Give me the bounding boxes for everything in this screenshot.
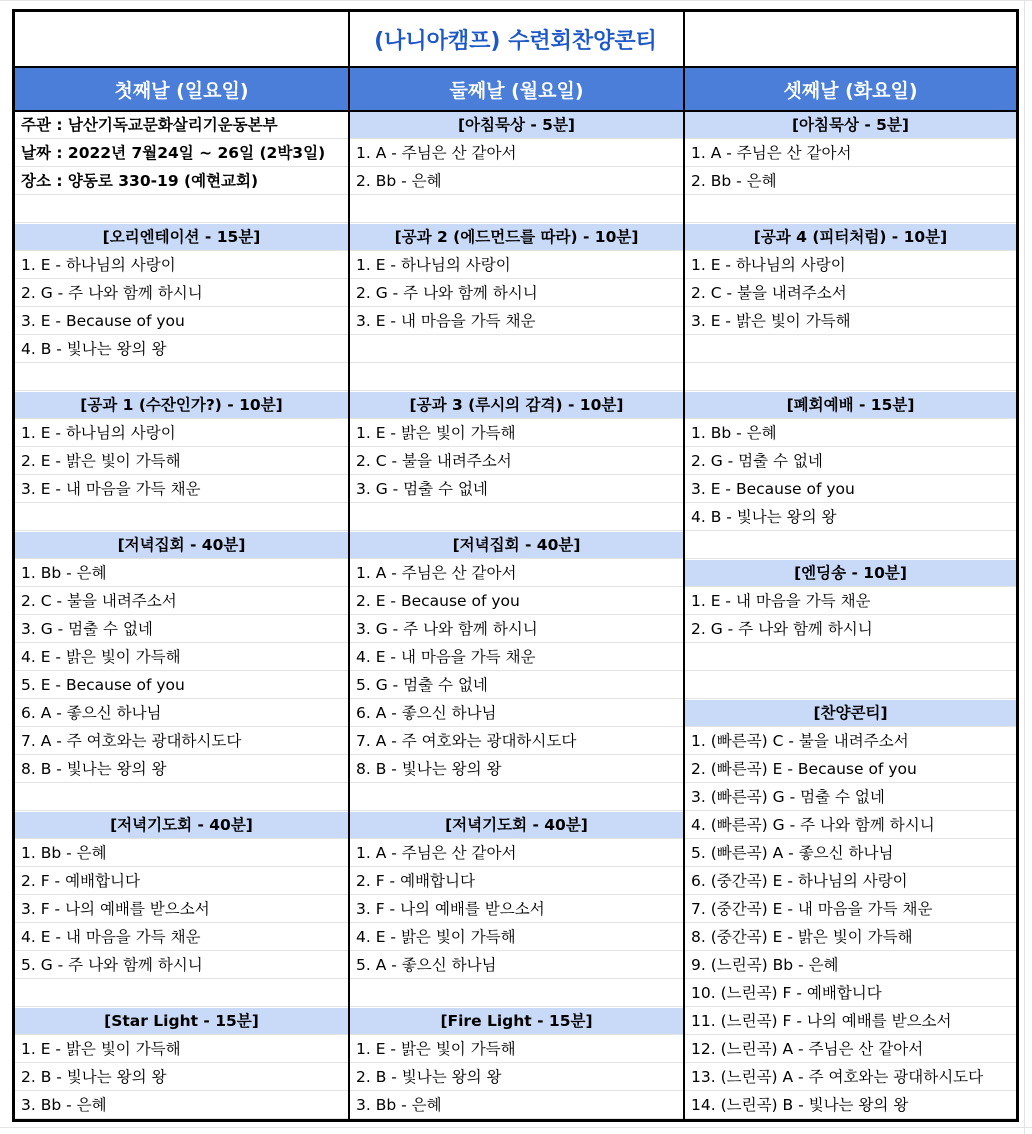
song-cell[interactable]: 1. (빠른곡) C - 불을 내려주소서 (685, 728, 1016, 755)
sheet-title[interactable]: (나니아캠프) 수련회찬양콘티 (15, 12, 1016, 66)
song-cell[interactable]: 8. (중간곡) E - 밝은 빛이 가득해 (685, 924, 1016, 951)
song-cell[interactable]: 3. E - Because of you (685, 476, 1016, 503)
song-cell[interactable]: 10. (느린곡) F - 예배합니다 (685, 980, 1016, 1007)
gridline (0, 0, 1032, 1)
section-header[interactable]: [아침묵상 - 5분] (350, 112, 683, 139)
song-cell[interactable]: 2. C - 불을 내려주소서 (15, 588, 348, 615)
section-header[interactable]: [공과 3 (루시의 감격) - 10분] (350, 392, 683, 419)
song-cell[interactable]: 6. A - 좋으신 하나님 (350, 700, 683, 727)
song-cell[interactable]: 4. B - 빛나는 왕의 왕 (685, 504, 1016, 531)
song-cell[interactable]: 2. Bb - 은혜 (350, 168, 683, 195)
song-cell[interactable]: 1. Bb - 은혜 (685, 420, 1016, 447)
song-cell[interactable]: 2. B - 빛나는 왕의 왕 (15, 1064, 348, 1091)
section-header[interactable]: [찬양콘티] (685, 700, 1016, 727)
section-header[interactable]: [저녁기도회 - 40분] (350, 812, 683, 839)
info-cell[interactable]: 장소 : 양동로 330-19 (예현교회) (15, 168, 348, 195)
song-cell[interactable]: 7. (중간곡) E - 내 마음을 가득 채운 (685, 896, 1016, 923)
song-cell[interactable]: 6. A - 좋으신 하나님 (15, 700, 348, 727)
song-cell[interactable]: 1. E - 밝은 빛이 가득해 (350, 420, 683, 447)
day-header-2[interactable]: 둘째날 (월요일) (350, 68, 683, 110)
song-cell[interactable]: 1. E - 내 마음을 가득 채운 (685, 588, 1016, 615)
section-header[interactable]: [폐회예배 - 15분] (685, 392, 1016, 419)
song-cell[interactable]: 3. G - 멈출 수 없네 (350, 476, 683, 503)
song-cell[interactable]: 2. F - 예배합니다 (15, 868, 348, 895)
song-cell[interactable]: 4. E - 밝은 빛이 가득해 (350, 924, 683, 951)
table-border (12, 9, 1019, 1122)
song-cell[interactable]: 4. E - 내 마음을 가득 채운 (350, 644, 683, 671)
song-cell[interactable]: 2. E - Because of you (350, 588, 683, 615)
song-cell[interactable]: 6. (중간곡) E - 하나님의 사랑이 (685, 868, 1016, 895)
song-cell[interactable]: 1. A - 주님은 산 같아서 (685, 140, 1016, 167)
song-cell[interactable]: 5. E - Because of you (15, 672, 348, 699)
song-cell[interactable]: 1. E - 하나님의 사랑이 (685, 252, 1016, 279)
song-cell[interactable]: 1. E - 하나님의 사랑이 (15, 252, 348, 279)
song-cell[interactable]: 5. (빠른곡) A - 좋으신 하나님 (685, 840, 1016, 867)
song-cell[interactable]: 1. Bb - 은혜 (15, 840, 348, 867)
section-header[interactable]: [Star Light - 15분] (15, 1008, 348, 1035)
song-cell[interactable]: 2. G - 주 나와 함께 하시니 (15, 280, 348, 307)
song-cell[interactable]: 7. A - 주 여호와는 광대하시도다 (15, 728, 348, 755)
song-cell[interactable]: 3. G - 주 나와 함께 하시니 (350, 616, 683, 643)
song-cell[interactable]: 3. E - Because of you (15, 308, 348, 335)
song-cell[interactable]: 2. G - 멈출 수 없네 (685, 448, 1016, 475)
song-cell[interactable]: 7. A - 주 여호와는 광대하시도다 (350, 728, 683, 755)
song-cell[interactable]: 5. A - 좋으신 하나님 (350, 952, 683, 979)
song-cell[interactable]: 14. (느린곡) B - 빛나는 왕의 왕 (685, 1092, 1016, 1119)
song-cell[interactable]: 8. B - 빛나는 왕의 왕 (350, 756, 683, 783)
section-header[interactable]: [오리엔테이션 - 15분] (15, 224, 348, 251)
song-cell[interactable]: 2. (빠른곡) E - Because of you (685, 756, 1016, 783)
song-cell[interactable]: 3. F - 나의 예배를 받으소서 (350, 896, 683, 923)
song-cell[interactable]: 4. B - 빛나는 왕의 왕 (15, 336, 348, 363)
section-header[interactable]: [저녁집회 - 40분] (350, 532, 683, 559)
song-cell[interactable]: 2. F - 예배합니다 (350, 868, 683, 895)
song-cell[interactable]: 3. E - 밝은 빛이 가득해 (685, 308, 1016, 335)
song-cell[interactable]: 1. E - 하나님의 사랑이 (15, 420, 348, 447)
song-cell[interactable]: 4. E - 내 마음을 가득 채운 (15, 924, 348, 951)
song-cell[interactable]: 5. G - 주 나와 함께 하시니 (15, 952, 348, 979)
song-cell[interactable]: 1. E - 밝은 빛이 가득해 (350, 1036, 683, 1063)
song-cell[interactable]: 5. G - 멈출 수 없네 (350, 672, 683, 699)
song-cell[interactable]: 12. (느린곡) A - 주님은 산 같아서 (685, 1036, 1016, 1063)
song-cell[interactable]: 3. Bb - 은혜 (350, 1092, 683, 1119)
section-header[interactable]: [저녁집회 - 40분] (15, 532, 348, 559)
section-header[interactable]: [아침묵상 - 5분] (685, 112, 1016, 139)
song-cell[interactable]: 3. E - 내 마음을 가득 채운 (15, 476, 348, 503)
song-cell[interactable]: 3. E - 내 마음을 가득 채운 (350, 308, 683, 335)
song-cell[interactable]: 2. G - 주 나와 함께 하시니 (685, 616, 1016, 643)
song-cell[interactable]: 9. (느린곡) Bb - 은혜 (685, 952, 1016, 979)
song-cell[interactable]: 2. Bb - 은혜 (685, 168, 1016, 195)
song-cell[interactable]: 1. E - 밝은 빛이 가득해 (15, 1036, 348, 1063)
song-cell[interactable]: 13. (느린곡) A - 주 여호와는 광대하시도다 (685, 1064, 1016, 1091)
day-header-1[interactable]: 첫째날 (일요일) (15, 68, 348, 110)
song-cell[interactable]: 4. E - 밝은 빛이 가득해 (15, 644, 348, 671)
song-cell[interactable]: 3. F - 나의 예배를 받으소서 (15, 896, 348, 923)
section-header[interactable]: [공과 4 (피터처럼) - 10분] (685, 224, 1016, 251)
gridline (0, 1127, 1032, 1128)
song-cell[interactable]: 1. A - 주님은 산 같아서 (350, 560, 683, 587)
song-cell[interactable]: 2. B - 빛나는 왕의 왕 (350, 1064, 683, 1091)
section-header[interactable]: [엔딩송 - 10분] (685, 560, 1016, 587)
song-cell[interactable]: 8. B - 빛나는 왕의 왕 (15, 756, 348, 783)
song-cell[interactable]: 1. A - 주님은 산 같아서 (350, 840, 683, 867)
song-cell[interactable]: 4. (빠른곡) G - 주 나와 함께 하시니 (685, 812, 1016, 839)
song-cell[interactable]: 2. C - 불을 내려주소서 (685, 280, 1016, 307)
song-cell[interactable]: 3. (빠른곡) G - 멈출 수 없네 (685, 784, 1016, 811)
gridline (1024, 0, 1025, 1134)
song-cell[interactable]: 1. E - 하나님의 사랑이 (350, 252, 683, 279)
song-cell[interactable]: 1. Bb - 은혜 (15, 560, 348, 587)
section-header[interactable]: [공과 1 (수잔인가?) - 10분] (15, 392, 348, 419)
info-cell[interactable]: 주관 : 남산기독교문화살리기운동본부 (15, 112, 348, 139)
song-cell[interactable]: 3. Bb - 은혜 (15, 1092, 348, 1119)
section-header[interactable]: [Fire Light - 15분] (350, 1008, 683, 1035)
song-cell[interactable]: 1. A - 주님은 산 같아서 (350, 140, 683, 167)
song-cell[interactable]: 11. (느린곡) F - 나의 예배를 받으소서 (685, 1008, 1016, 1035)
section-header[interactable]: [저녁기도회 - 40분] (15, 812, 348, 839)
song-cell[interactable]: 3. G - 멈출 수 없네 (15, 616, 348, 643)
song-cell[interactable]: 2. E - 밝은 빛이 가득해 (15, 448, 348, 475)
info-cell[interactable]: 날짜 : 2022년 7월24일 ~ 26일 (2박3일) (15, 140, 348, 167)
section-header[interactable]: [공과 2 (에드먼드를 따라) - 10분] (350, 224, 683, 251)
day-header-3[interactable]: 셋째날 (화요일) (685, 68, 1016, 110)
song-cell[interactable]: 2. C - 불을 내려주소서 (350, 448, 683, 475)
song-cell[interactable]: 2. G - 주 나와 함께 하시니 (350, 280, 683, 307)
